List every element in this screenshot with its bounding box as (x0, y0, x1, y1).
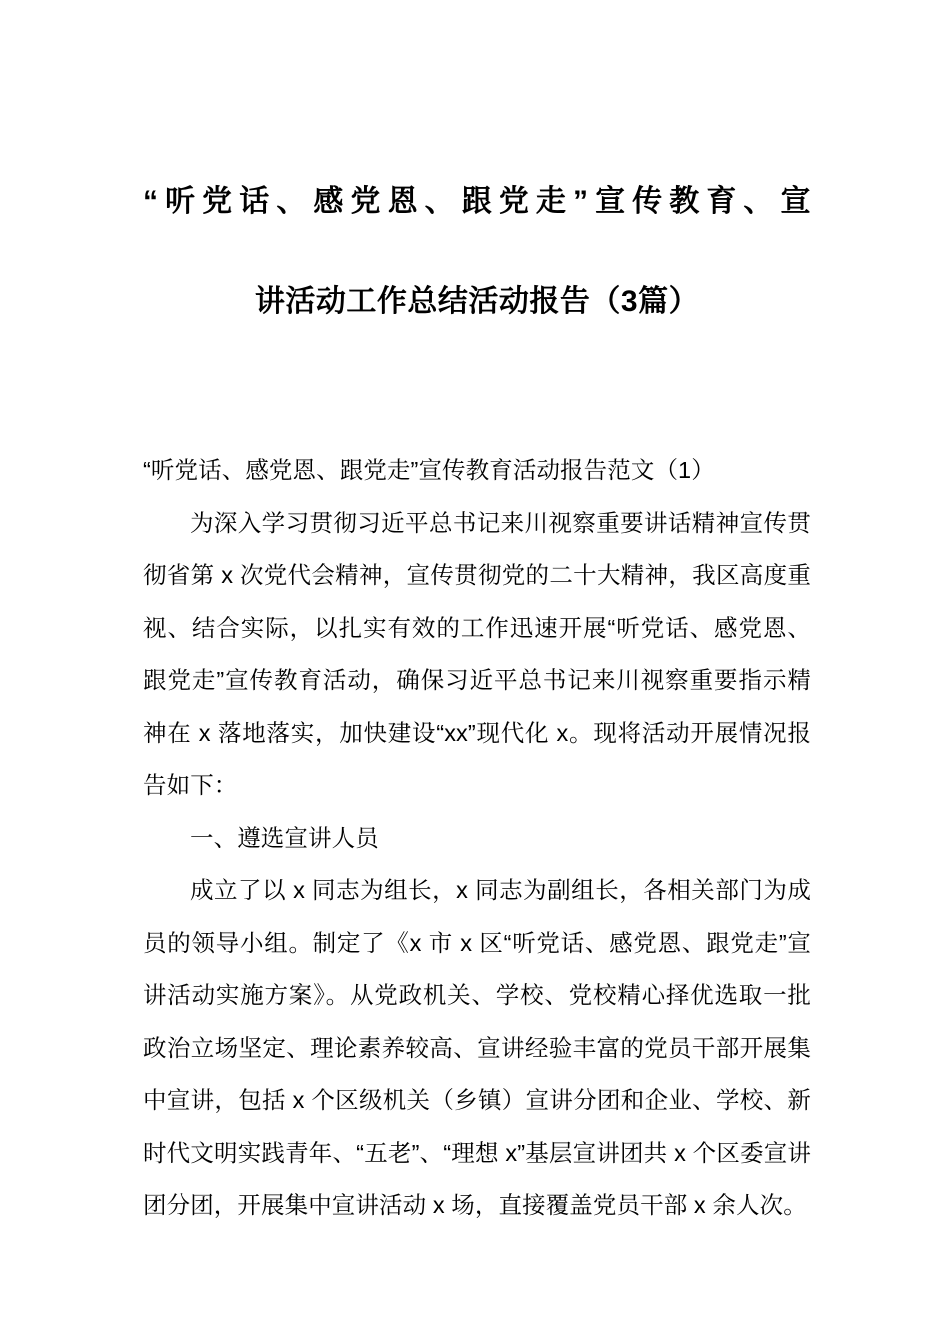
section-heading-1: 一、遵选宣讲人员 (190, 824, 379, 851)
subtitle-paragraph: “听党话、感党恩、跟党走”宣传教育活动报告范文（1） (143, 457, 715, 483)
page-title-line-1: “听党话、感党恩、跟党走”宣传教育、宣 (143, 185, 811, 218)
document-body (143, 444, 811, 1232)
background-paragraph: 为深入学习贯彻习近平总书记来川视察重要讲话精神宣传贯彻省第 x 次党代会精神，宣传贯彻党的二十大精神，我区高度重视、结合实际，以扎实有效的工作迅速开展“听党话、感党恩、跟党走”宣传教育活动，确保习近平总书记来川视察重要指示精神在 x 落地落实，加快建设“xx”现代化 x。现将活动开展情况报告如下： (143, 509, 811, 798)
page-title-line-2: 讲活动工作总结活动报告（3篇） (254, 285, 700, 318)
page-title (143, 0, 811, 352)
section-1-body-paragraph: 成立了以 x 同志为组长，x 同志为副组长，各相关部门为成员的领导小组。制定了《x 市 x 区“听党话、感党恩、跟党走”宣讲活动实施方案》。从党政机关、学校、党校精心择优选取一批政治立场坚定、理论素养较高、宣讲经验丰富的党员干部开展集中宣讲，包括 x 个区级机关（乡镇）宣讲分团和企业、学校、新时代文明实践青年、“五老”、“理想 x”基层宣讲团共 x 个区委宣讲团分团，开展集中宣讲活动 x 场，直接覆盖党员干部 x 余人次。 (143, 877, 811, 1218)
document-content (143, 0, 811, 1232)
